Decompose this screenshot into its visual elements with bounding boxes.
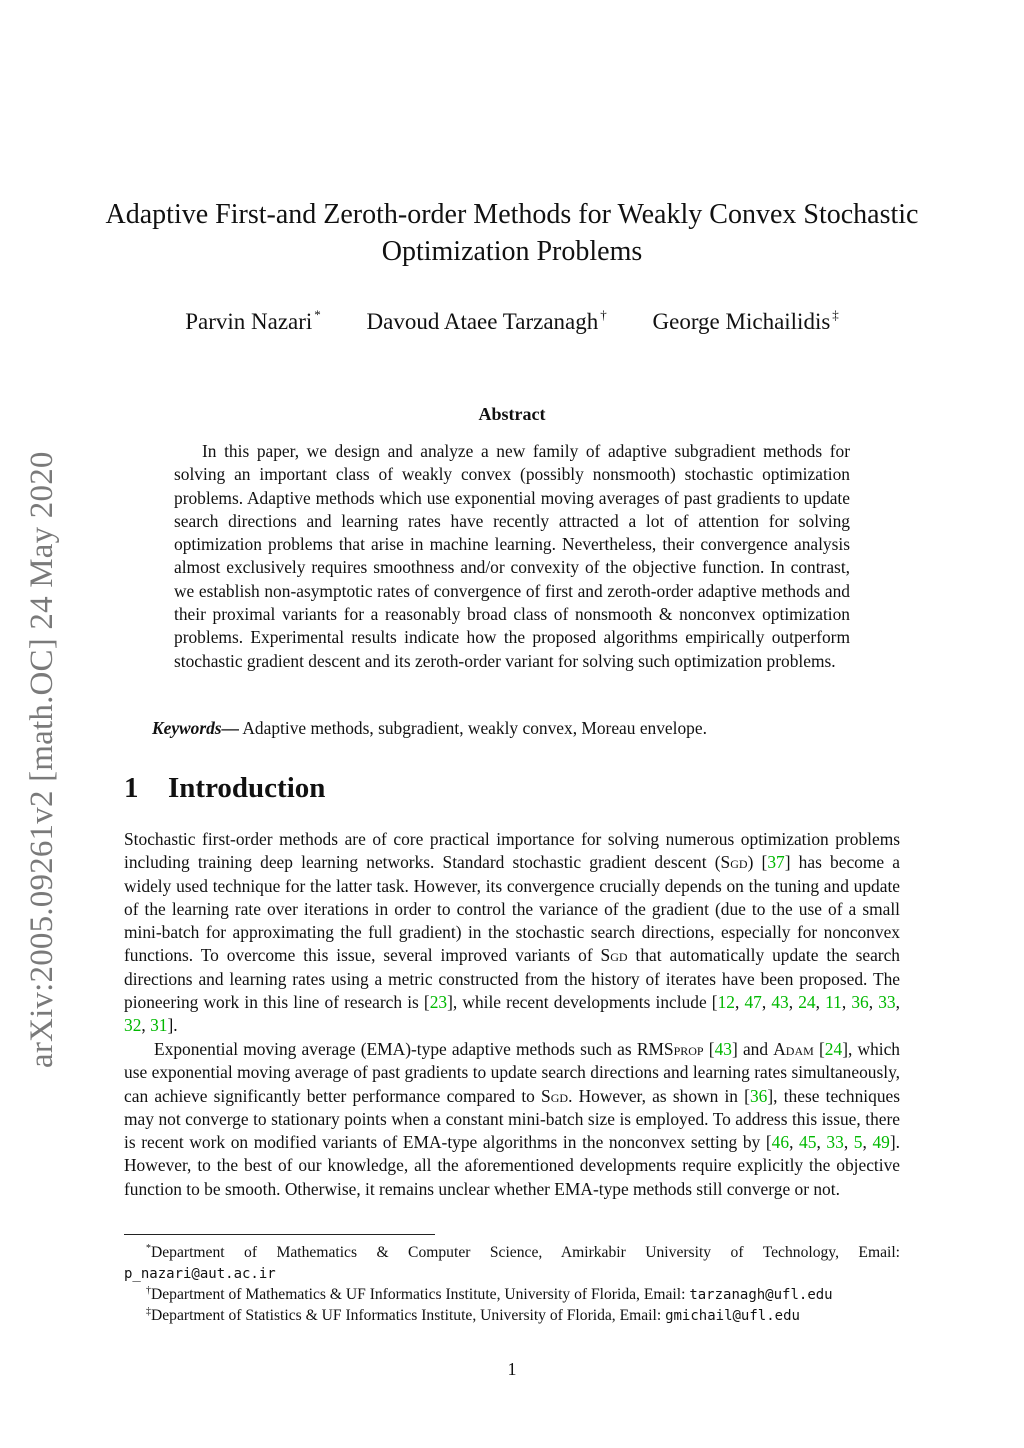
author-list — [0, 300, 1024, 337]
footnote-mark: ‡ — [146, 1306, 151, 1317]
citation-link[interactable]: 37 — [767, 852, 785, 873]
footnote: *Department of Mathematics & Computer Science, Amirkabir University of Technology, Email: p_nazari@aut.ac.ir — [124, 1243, 900, 1282]
author-name: Parvin Nazari * — [185, 307, 321, 334]
arxiv-identifier: arXiv:2005.09261v2 [math.OC] 24 May 2020 — [24, 451, 60, 1068]
citation-link[interactable]: 12 — [717, 992, 735, 1013]
footnote-divider — [124, 1234, 435, 1235]
method-name: Sgd — [541, 1085, 569, 1106]
citation-link[interactable]: 24 — [798, 992, 816, 1013]
author-footnote-mark[interactable]: * — [314, 307, 321, 322]
keywords-text: Adaptive methods, subgradient, weakly convex, Moreau envelope. — [238, 718, 707, 738]
citation-link[interactable]: 45 — [799, 1132, 817, 1153]
footnote-mark: † — [146, 1285, 151, 1296]
citation-link[interactable]: 43 — [771, 992, 789, 1013]
footnote: †Department of Mathematics & UF Informatics Institute, University of Florida, Email: tarzanagh@ufl.edu — [146, 1285, 833, 1303]
email-link[interactable]: tarzanagh@ufl.edu — [689, 1287, 833, 1303]
footnote: ‡Department of Statistics & UF Informatics Institute, University of Florida, Email: gmichail@ufl.edu — [146, 1306, 800, 1324]
method-name: Adam — [773, 1039, 814, 1059]
section-heading — [124, 772, 325, 805]
citation-link[interactable]: 5 — [853, 1132, 863, 1153]
email-link[interactable]: gmichail@ufl.edu — [665, 1308, 800, 1324]
citation-link[interactable]: 24 — [824, 1039, 843, 1059]
paper-title: Adaptive First-and Zeroth-order Methods for Weakly Convex Stochastic Optimization Problems — [105, 199, 919, 267]
citation-link[interactable]: 32 — [124, 1015, 142, 1036]
method-name: Sgd — [720, 852, 748, 873]
citation-link[interactable]: 31 — [150, 1015, 168, 1036]
citation-link[interactable]: 47 — [744, 992, 762, 1013]
author-name: Davoud Ataee Tarzanagh † — [366, 307, 607, 334]
author-footnote-mark[interactable]: † — [600, 307, 607, 322]
citation-link[interactable]: 11 — [825, 992, 842, 1013]
citation-link[interactable]: 43 — [714, 1039, 732, 1059]
method-name: RMSprop — [636, 1039, 704, 1059]
citation-link[interactable]: 33 — [878, 992, 896, 1013]
abstract-heading: Abstract — [478, 404, 546, 424]
citation-link[interactable]: 33 — [826, 1132, 844, 1153]
keywords-label: Keywords— — [152, 718, 239, 738]
citation-link[interactable]: 23 — [429, 992, 448, 1013]
citation-link[interactable]: 49 — [872, 1132, 890, 1153]
citation-link[interactable]: 36 — [749, 1085, 768, 1106]
keywords-line — [152, 717, 912, 740]
footnote-mark: * — [146, 1243, 151, 1254]
citation-link[interactable]: 46 — [771, 1132, 790, 1153]
author-name: George Michailidis ‡ — [652, 307, 839, 334]
intro-paragraph: Exponential moving average (EMA)-type adaptive methods such as RMSprop [43] and Adam [24], which use exponential moving average of past gradients to update search directions and learning rates simultaneously, can achieve significantly better performance compared to Sgd. However, as shown in [36], these techniques may not converge to stationary points when a constant mini-batch size is employed. To address this issue, there is recent work on modified variants of EMA-type algorithms in the nonconvex setting by [46, 45, 33, 5, 49]. However, to the best of our knowledge, all the aforementioned developments require explicitly the objective function to be smooth. Otherwise, it remains unclear whether EMA-type methods still converge or not. — [124, 1039, 901, 1199]
citation-link[interactable]: 36 — [851, 992, 869, 1013]
abstract-text: In this paper, we design and analyze a new family of adaptive subgradient methods for solving an important class of weakly convex (possibly nonsmooth) stochastic optimization problems. Adaptive methods which use exponential moving averages of past gradients to update search directions and learning rates have recently attracted a lot of attention for solving optimization problems that arise in machine learning. Nevertheless, their convergence analysis almost exclusively requires smoothness and/or convexity of the objective function. In contrast, we establish non-asymptotic rates of convergence of first and zeroth-order adaptive methods and their proximal variants for a reasonably broad class of nonsmooth & nonconvex optimization problems. Experimental results indicate how the proposed algorithms empirically outperform stochastic gradient descent and its zeroth-order variant for solving such optimization problems. — [174, 441, 850, 671]
page-number: 1 — [507, 1359, 517, 1379]
author-footnote-mark[interactable]: ‡ — [832, 307, 839, 322]
email-link[interactable]: p_nazari@aut.ac.ir — [124, 1265, 276, 1282]
section-number: 1 — [124, 772, 139, 804]
method-name: Sgd — [600, 945, 628, 966]
section-title: Introduction — [168, 772, 326, 804]
intro-paragraph: Stochastic first-order methods are of core practical importance for solving numerous optimization problems including training deep learning networks. Standard stochastic gradient descent (Sgd) [37] has become a widely used technique for the latter task. However, its convergence crucially depends on the tuning and update of the learning rate over iterations in order to control the variance of the gradient (due to the use of a small mini-batch for approximating the full gradient) in the stochastic search directions, especially for nonconvex functions. To overcome this issue, several improved variants of Sgd that automatically update the search directions and learning rates using a metric constructed from the history of iterates have been proposed. The pioneering work in this line of research is [23], while recent developments include [12, 47, 43, 24, 11, 36, 33, 32, 31]. — [124, 829, 900, 1036]
